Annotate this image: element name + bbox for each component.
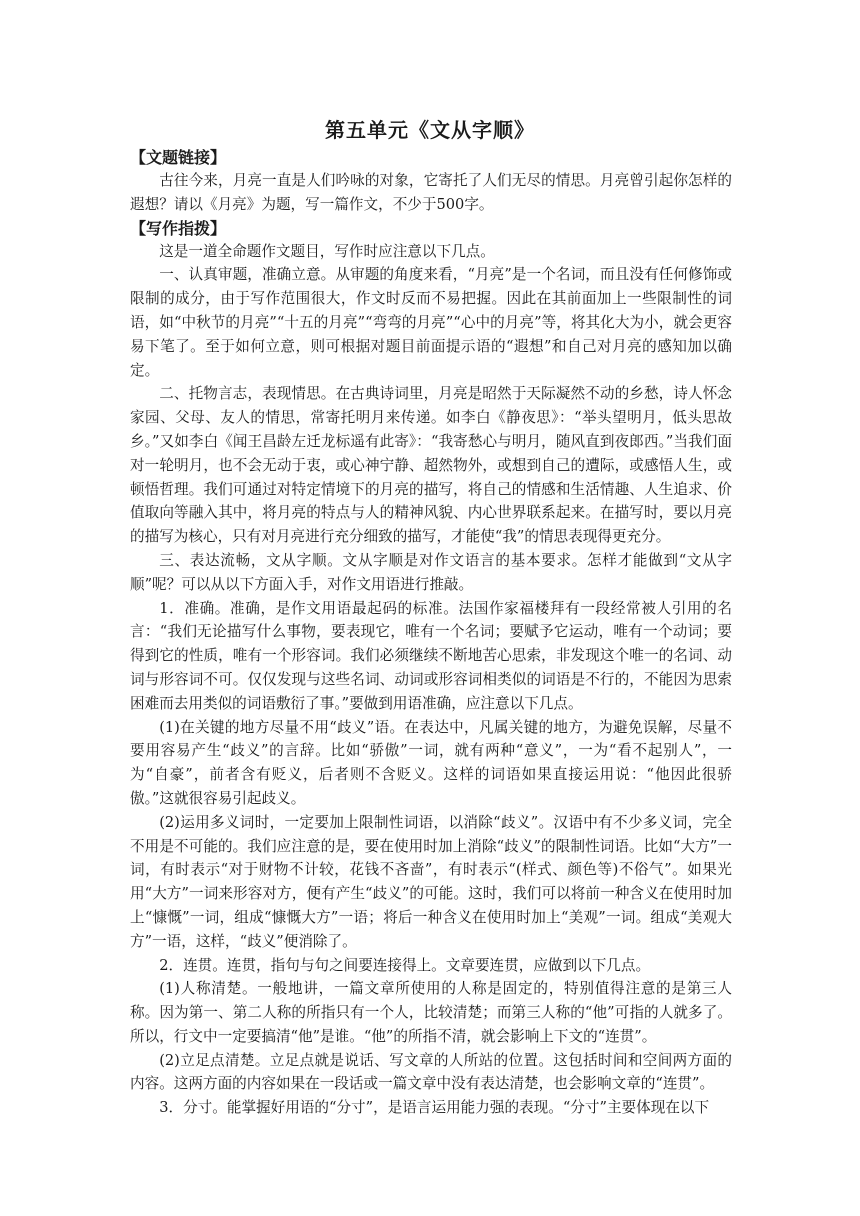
document-body xyxy=(130,146,732,1120)
paragraph: 二、托物言志，表现情思。在古典诗词里，月亮是昭然于天际凝然不动的乡愁，诗人怀念家园、父母、友人的情思，常寄托明月来传递。如李白《静夜思》：“举头望明月，低头思故乡。”又如李白《闻王昌龄左迁龙标遥有此寄》：“我寄愁心与明月，随风直到夜郎西。”当我们面对一轮明月，也不会无动于衷，或心神宁静、超然物外，或想到自己的遭际，或感悟人生，或顿悟哲理。我们可通过对特定情境下的月亮的描写，将自己的情感和生活情趣、人生追求、价值取向等融入其中，将月亮的特点与人的精神风貌、内心世界联系起来。在描写时，要以月亮的描写为核心，只有对月亮进行充分细致的描写，才能使“我”的情思表现得更充分。 xyxy=(130,385,732,546)
section-heading-topic: 【文题链接】 xyxy=(130,148,227,167)
paragraph: (2)运用多义词时，一定要加上限制性词语，以消除“歧义”。汉语中有不少多义词，完全不用是不可能的。我们应注意的是，要在使用时加上消除“歧义”的限制性词语。比如“大方”一词，有时表示“对于财物不计较，花钱不吝啬”，有时表示“(样式、颜色等)不俗气”。如果光用“大方”一词来形容对方，便有产生“歧义”的可能。这时，我们可以将前一种含义在使用时加上“慷慨”一词，组成“慷慨大方”一语；将后一种含义在使用时加上“美观”一词。组成“美观大方”一语，这样，“歧义”便消除了。 xyxy=(130,813,732,950)
paragraph: 这是一道全命题作文题目，写作时应注意以下几点。 xyxy=(159,242,495,260)
page-title: 第五单元《文从字顺》 xyxy=(325,118,535,142)
paragraph: (1)在关键的地方尽量不用“歧义”语。在表达中，凡属关键的地方，为避免误解，尽量不要用容易产生“歧义”的言辞。比如“骄傲”一词，就有两种“意义”，一为“看不起别人”，一为“自豪”，前者含有贬义，后者则不含贬义。这样的词语如果直接运用说：“他因此很骄傲。”这就很容易引起歧义。 xyxy=(130,718,732,807)
section-heading-guidance: 【写作指拨】 xyxy=(130,218,227,238)
paragraph: 一、认真审题，准确立意。从审题的角度来看，“月亮”是一个名词，而且没有任何修饰或限制的成分，由于写作范围很大，作文时反而不易把握。因此在其前面加上一些限制性的词语，如“中秋节的月亮”“十五的月亮”“弯弯的月亮”“心中的月亮”等，将其化大为小，就会更容易下笔了。至于如何立意，则可根据对题目前面提示语的“遐想”和自己对月亮的感知加以确定。 xyxy=(130,266,732,379)
paragraph: (1)人称清楚。一般地讲，一篇文章所使用的人称是固定的，特别值得注意的是第三人称。因为第一、第二人称的所指只有一个人，比较清楚；而第三人称的“他”可指的人就多了。所以，行文中一定要搞清“他”是谁。“他”的所指不清，就会影响上下文的“连贯”。 xyxy=(130,980,732,1045)
paragraph: 2．连贯。连贯，指句与句之间要连接得上。文章要连贯，应做到以下几点。 xyxy=(159,956,651,974)
paragraph: 1．准确。准确，是作文用语最起码的标准。法国作家福楼拜有一段经常被人引用的名言：“我们无论描写什么事物，要表现它，唯有一个名词；要赋予它运动，唯有一个动词；要得到它的性质，唯有一个形容词。我们必须继续不断地苦心思索，非发现这个唯一的名词、动词与形容词不可。仅仅发现与这些名词、动词或形容词相类似的词语是不行的，不能因为思索困难而去用类似的词语敷衍了事。”要做到用语准确，应注意以下几点。 xyxy=(130,599,732,712)
paragraph: (2)立足点清楚。立足点就是说话、写文章的人所站的位置。这包括时间和空间两方面的内容。这两方面的内容如果在一段话或一篇文章中没有表达清楚，也会影响文章的“连贯”。 xyxy=(130,1051,732,1093)
paragraph: 三、表达流畅，文从字顺。文从字顺是对作文语言的基本要求。怎样才能做到“文从字顺”呢？可以从以下方面入手，对作文用语进行推敲。 xyxy=(130,551,732,593)
paragraph: 3．分寸。能掌握好用语的“分寸”，是语言运用能力强的表现。“分寸”主要体现在以下 xyxy=(159,1099,710,1117)
paragraph: 古往今来，月亮一直是人们吟咏的对象，它寄托了人们无尽的情思。月亮曾引起你怎样的遐想？请以《月亮》为题，写一篇作文，不少于500字。 xyxy=(130,172,732,213)
